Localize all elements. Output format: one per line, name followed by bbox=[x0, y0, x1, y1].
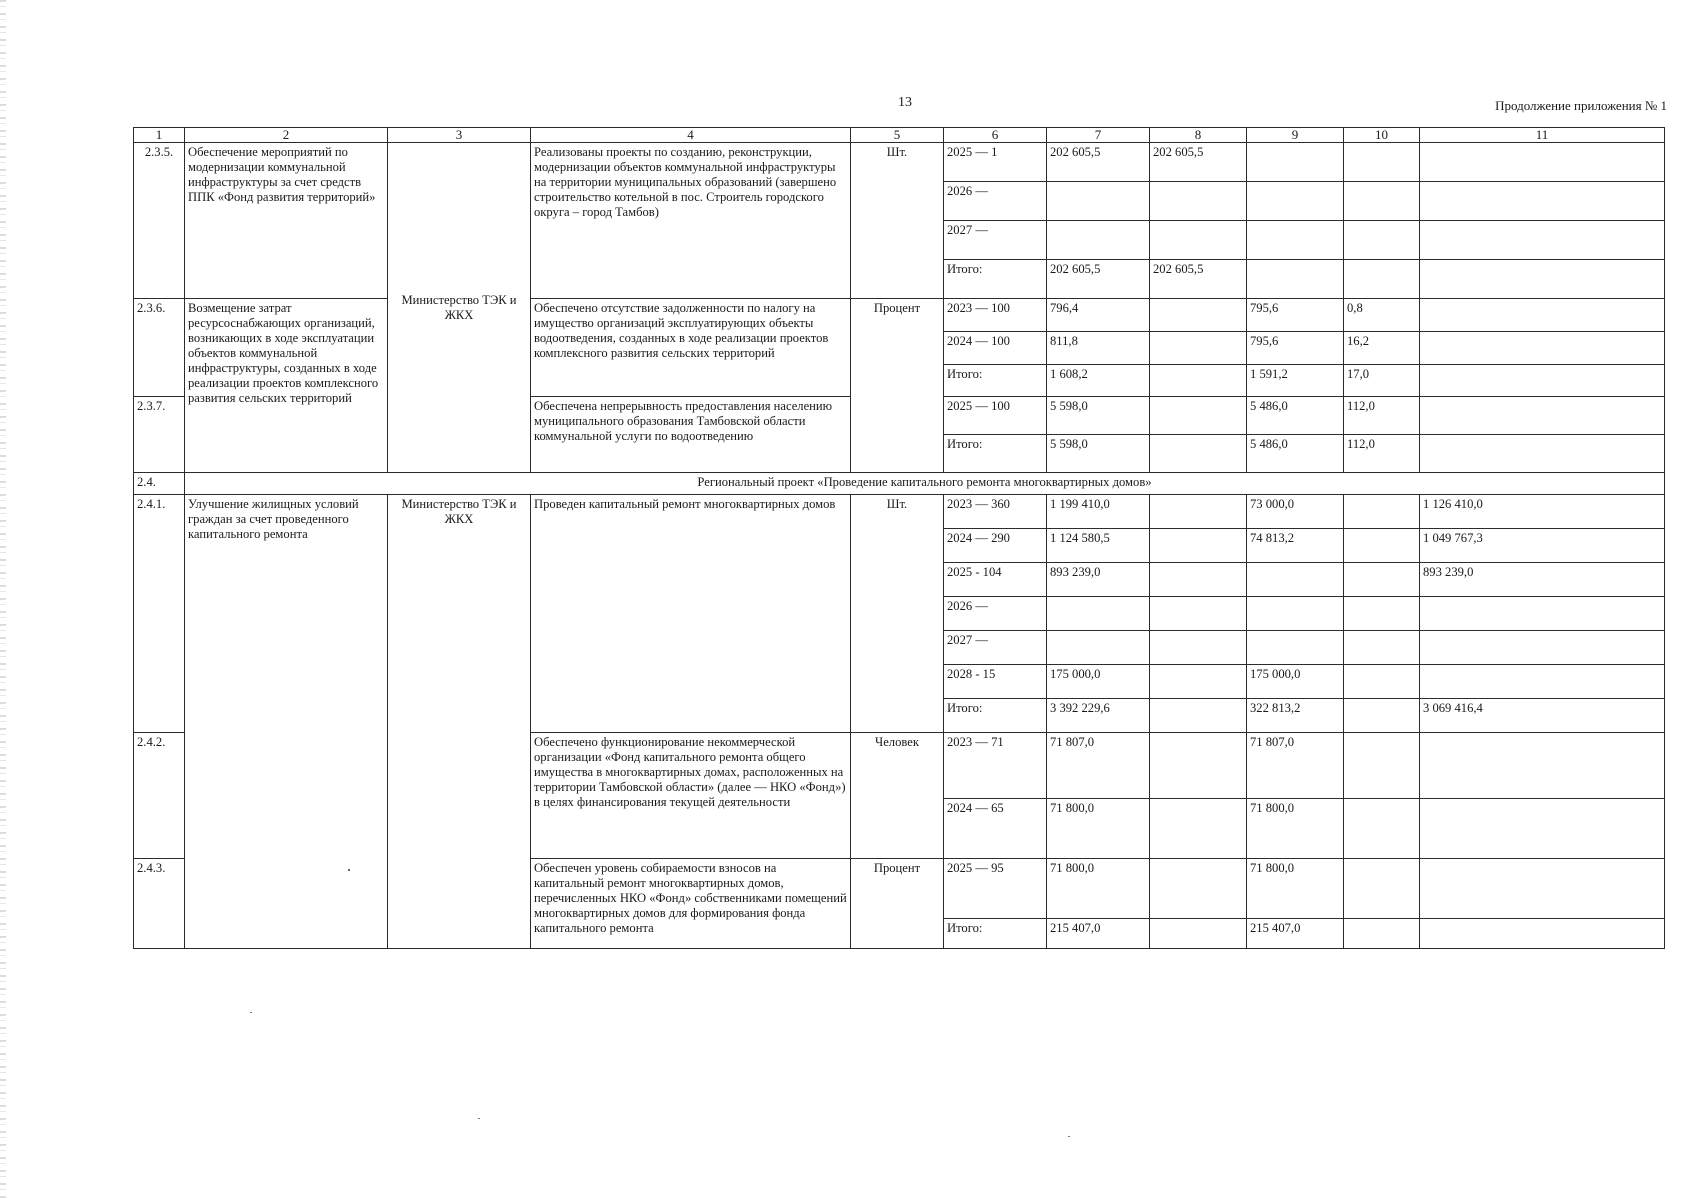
amount-cell: 175 000,0 bbox=[1247, 665, 1344, 699]
amount-cell bbox=[1047, 221, 1150, 260]
row-id: 2.3.5. bbox=[134, 143, 185, 299]
year-total: Итого: bbox=[944, 699, 1047, 733]
column-header: 3 bbox=[388, 128, 531, 143]
unit: Процент bbox=[851, 859, 944, 949]
row-id: 2.4.2. bbox=[134, 733, 185, 859]
amount-cell: 71 800,0 bbox=[1047, 799, 1150, 859]
continuation-label: Продолжение приложения № 1 bbox=[1495, 98, 1667, 113]
amount-cell bbox=[1344, 919, 1420, 949]
amount-cell bbox=[1420, 397, 1665, 435]
event-name: Возмещение затрат ресурсоснабжающих организаций, возникающих в ходе эксплуатации объектов коммунальной инфраструктуры, созданных в ходе реализации проектов комплексного развития сельских территорий bbox=[185, 299, 388, 473]
amount-cell bbox=[1344, 699, 1420, 733]
unit: Человек bbox=[851, 733, 944, 859]
amount-cell bbox=[1247, 631, 1344, 665]
amount-cell bbox=[1150, 665, 1247, 699]
amount-cell bbox=[1247, 221, 1344, 260]
column-header: 6 bbox=[944, 128, 1047, 143]
amount-cell bbox=[1247, 260, 1344, 299]
amount-cell bbox=[1344, 597, 1420, 631]
amount-cell bbox=[1420, 597, 1665, 631]
amount-cell bbox=[1420, 182, 1665, 221]
amount-cell: 3 069 416,4 bbox=[1420, 699, 1665, 733]
amount-cell bbox=[1420, 365, 1665, 397]
amount-cell bbox=[1344, 631, 1420, 665]
amount-cell bbox=[1150, 859, 1247, 919]
column-header: 2 bbox=[185, 128, 388, 143]
amount-cell bbox=[1150, 397, 1247, 435]
event-name: Обеспечение мероприятий по модернизации коммунальной инфраструктуры за счет средств ППК «Фонд развития территорий» bbox=[185, 143, 388, 299]
amount-cell bbox=[1344, 143, 1420, 182]
scan-edge-artifact bbox=[0, 0, 6, 1200]
amount-cell bbox=[1150, 365, 1247, 397]
amount-cell: 215 407,0 bbox=[1047, 919, 1150, 949]
amount-cell: 202 605,5 bbox=[1047, 260, 1150, 299]
amount-cell bbox=[1344, 733, 1420, 799]
row-id: 2.3.7. bbox=[134, 397, 185, 473]
amount-cell: 893 239,0 bbox=[1420, 563, 1665, 597]
amount-cell bbox=[1150, 529, 1247, 563]
amount-cell: 71 800,0 bbox=[1247, 799, 1344, 859]
amount-cell bbox=[1150, 299, 1247, 332]
amount-cell: 215 407,0 bbox=[1247, 919, 1344, 949]
year-value: 2024 — 290 bbox=[944, 529, 1047, 563]
amount-cell: 1 126 410,0 bbox=[1420, 495, 1665, 529]
scan-dot bbox=[348, 869, 350, 871]
amount-cell: 112,0 bbox=[1344, 397, 1420, 435]
amount-cell: 1 591,2 bbox=[1247, 365, 1344, 397]
amount-cell: 74 813,2 bbox=[1247, 529, 1344, 563]
amount-cell bbox=[1344, 495, 1420, 529]
year-value: 2026 — bbox=[944, 182, 1047, 221]
scan-speck bbox=[250, 1012, 252, 1013]
amount-cell bbox=[1150, 699, 1247, 733]
column-header: 8 bbox=[1150, 128, 1247, 143]
year-value: 2027 — bbox=[944, 631, 1047, 665]
amount-cell: 893 239,0 bbox=[1047, 563, 1150, 597]
amount-cell: 3 392 229,6 bbox=[1047, 699, 1150, 733]
year-value: 2028 - 15 bbox=[944, 665, 1047, 699]
amount-cell bbox=[1420, 665, 1665, 699]
amount-cell bbox=[1150, 919, 1247, 949]
page-number: 13 bbox=[898, 95, 912, 110]
amount-cell: 5 486,0 bbox=[1247, 435, 1344, 473]
scan-speck bbox=[478, 1118, 480, 1119]
amount-cell: 1 049 767,3 bbox=[1420, 529, 1665, 563]
amount-cell: 322 813,2 bbox=[1247, 699, 1344, 733]
year-value: 2025 - 104 bbox=[944, 563, 1047, 597]
year-total: Итого: bbox=[944, 365, 1047, 397]
amount-cell: 71 800,0 bbox=[1247, 859, 1344, 919]
column-header: 1 bbox=[134, 128, 185, 143]
amount-cell: 5 598,0 bbox=[1047, 435, 1150, 473]
amount-cell bbox=[1150, 182, 1247, 221]
year-total: Итого: bbox=[944, 919, 1047, 949]
amount-cell bbox=[1344, 859, 1420, 919]
year-total: Итого: bbox=[944, 260, 1047, 299]
amount-cell: 17,0 bbox=[1344, 365, 1420, 397]
column-header: 4 bbox=[531, 128, 851, 143]
amount-cell: 71 800,0 bbox=[1047, 859, 1150, 919]
amount-cell bbox=[1420, 631, 1665, 665]
result-description: Проведен капитальный ремонт многоквартирных домов bbox=[531, 495, 851, 733]
amount-cell bbox=[1344, 260, 1420, 299]
amount-cell bbox=[1047, 631, 1150, 665]
amount-cell: 0,8 bbox=[1344, 299, 1420, 332]
amount-cell bbox=[1150, 597, 1247, 631]
table-row bbox=[134, 299, 1665, 332]
amount-cell bbox=[1344, 799, 1420, 859]
amount-cell bbox=[1247, 563, 1344, 597]
year-value: 2024 — 65 bbox=[944, 799, 1047, 859]
year-total: Итого: bbox=[944, 435, 1047, 473]
unit: Шт. bbox=[851, 495, 944, 733]
responsible-ministry: Министерство ТЭК и ЖКХ bbox=[388, 143, 531, 473]
amount-cell bbox=[1420, 919, 1665, 949]
result-description: Обеспечен уровень собираемости взносов на капитальный ремонт многоквартирных домов, перечисленных НКО «Фонд» собственниками помещений многоквартирных домов для формирования фонда капитального ремонта bbox=[531, 859, 851, 949]
column-header: 5 bbox=[851, 128, 944, 143]
amount-cell bbox=[1047, 182, 1150, 221]
column-header-row bbox=[134, 128, 1665, 143]
amount-cell bbox=[1047, 597, 1150, 631]
amount-cell: 112,0 bbox=[1344, 435, 1420, 473]
amount-cell bbox=[1420, 221, 1665, 260]
result-description: Обеспечена непрерывность предоставления населению муниципального образования Тамбовской области коммунальной услуги по водоотведению bbox=[531, 397, 851, 473]
amount-cell: 795,6 bbox=[1247, 299, 1344, 332]
year-value: 2023 — 71 bbox=[944, 733, 1047, 799]
amount-cell bbox=[1150, 332, 1247, 365]
appendix-table bbox=[133, 127, 1665, 949]
table-row bbox=[134, 143, 1665, 182]
unit: Шт. bbox=[851, 143, 944, 299]
amount-cell bbox=[1247, 143, 1344, 182]
amount-cell bbox=[1344, 221, 1420, 260]
amount-cell: 175 000,0 bbox=[1047, 665, 1150, 699]
amount-cell bbox=[1150, 631, 1247, 665]
responsible-ministry: Министерство ТЭК и ЖКХ bbox=[388, 495, 531, 949]
event-name: Улучшение жилищных условий граждан за счет проведенного капитального ремонта bbox=[185, 495, 388, 949]
amount-cell: 5 598,0 bbox=[1047, 397, 1150, 435]
amount-cell bbox=[1420, 260, 1665, 299]
amount-cell bbox=[1150, 733, 1247, 799]
amount-cell: 811,8 bbox=[1047, 332, 1150, 365]
amount-cell: 1 124 580,5 bbox=[1047, 529, 1150, 563]
amount-cell bbox=[1150, 495, 1247, 529]
amount-cell: 1 608,2 bbox=[1047, 365, 1150, 397]
section-title: Региональный проект «Проведение капитального ремонта многоквартирных домов» bbox=[185, 473, 1665, 495]
amount-cell bbox=[1420, 435, 1665, 473]
amount-cell bbox=[1420, 799, 1665, 859]
row-id: 2.3.6. bbox=[134, 299, 185, 397]
amount-cell: 71 807,0 bbox=[1047, 733, 1150, 799]
year-value: 2023 — 100 bbox=[944, 299, 1047, 332]
amount-cell: 5 486,0 bbox=[1247, 397, 1344, 435]
amount-cell bbox=[1420, 332, 1665, 365]
column-header: 11 bbox=[1420, 128, 1665, 143]
amount-cell: 796,4 bbox=[1047, 299, 1150, 332]
amount-cell bbox=[1344, 182, 1420, 221]
year-value: 2025 — 1 bbox=[944, 143, 1047, 182]
amount-cell: 202 605,5 bbox=[1047, 143, 1150, 182]
amount-cell: 202 605,5 bbox=[1150, 260, 1247, 299]
amount-cell: 16,2 bbox=[1344, 332, 1420, 365]
amount-cell: 73 000,0 bbox=[1247, 495, 1344, 529]
row-id: 2.4. bbox=[134, 473, 185, 495]
amount-cell bbox=[1150, 563, 1247, 597]
amount-cell bbox=[1420, 299, 1665, 332]
result-description: Реализованы проекты по созданию, реконструкции, модернизации объектов коммунальной инфраструктуры на территории муниципальных образований (завершено строительство котельной в пос. Строитель городского округа – город Тамбов) bbox=[531, 143, 851, 299]
amount-cell bbox=[1344, 665, 1420, 699]
amount-cell: 1 199 410,0 bbox=[1047, 495, 1150, 529]
amount-cell: 202 605,5 bbox=[1150, 143, 1247, 182]
column-header: 7 bbox=[1047, 128, 1150, 143]
amount-cell bbox=[1150, 221, 1247, 260]
row-id: 2.4.3. bbox=[134, 859, 185, 949]
table-row bbox=[134, 495, 1665, 529]
amount-cell bbox=[1420, 733, 1665, 799]
amount-cell bbox=[1420, 143, 1665, 182]
year-value: 2027 — bbox=[944, 221, 1047, 260]
year-value: 2023 — 360 bbox=[944, 495, 1047, 529]
result-description: Обеспечено отсутствие задолженности по налогу на имущество организаций эксплуатирующих объекты водоотведения, созданных в ходе реализации проектов комплексного развития сельских территорий bbox=[531, 299, 851, 397]
unit: Процент bbox=[851, 299, 944, 473]
year-value: 2024 — 100 bbox=[944, 332, 1047, 365]
amount-cell bbox=[1420, 859, 1665, 919]
column-header: 9 bbox=[1247, 128, 1344, 143]
amount-cell bbox=[1247, 597, 1344, 631]
amount-cell: 71 807,0 bbox=[1247, 733, 1344, 799]
result-description: Обеспечено функционирование некоммерческой организации «Фонд капитального ремонта общего имущества в многоквартирных домах, расположенных на территории Тамбовской области» (далее — НКО «Фонд») в целях финансирования текущей деятельности bbox=[531, 733, 851, 859]
row-id: 2.4.1. bbox=[134, 495, 185, 733]
year-value: 2026 — bbox=[944, 597, 1047, 631]
amount-cell bbox=[1344, 529, 1420, 563]
amount-cell bbox=[1247, 182, 1344, 221]
year-value: 2025 — 95 bbox=[944, 859, 1047, 919]
amount-cell: 795,6 bbox=[1247, 332, 1344, 365]
amount-cell bbox=[1150, 435, 1247, 473]
scan-speck bbox=[1068, 1136, 1070, 1137]
section-row bbox=[134, 473, 1665, 495]
amount-cell bbox=[1150, 799, 1247, 859]
column-header: 10 bbox=[1344, 128, 1420, 143]
year-value: 2025 — 100 bbox=[944, 397, 1047, 435]
amount-cell bbox=[1344, 563, 1420, 597]
